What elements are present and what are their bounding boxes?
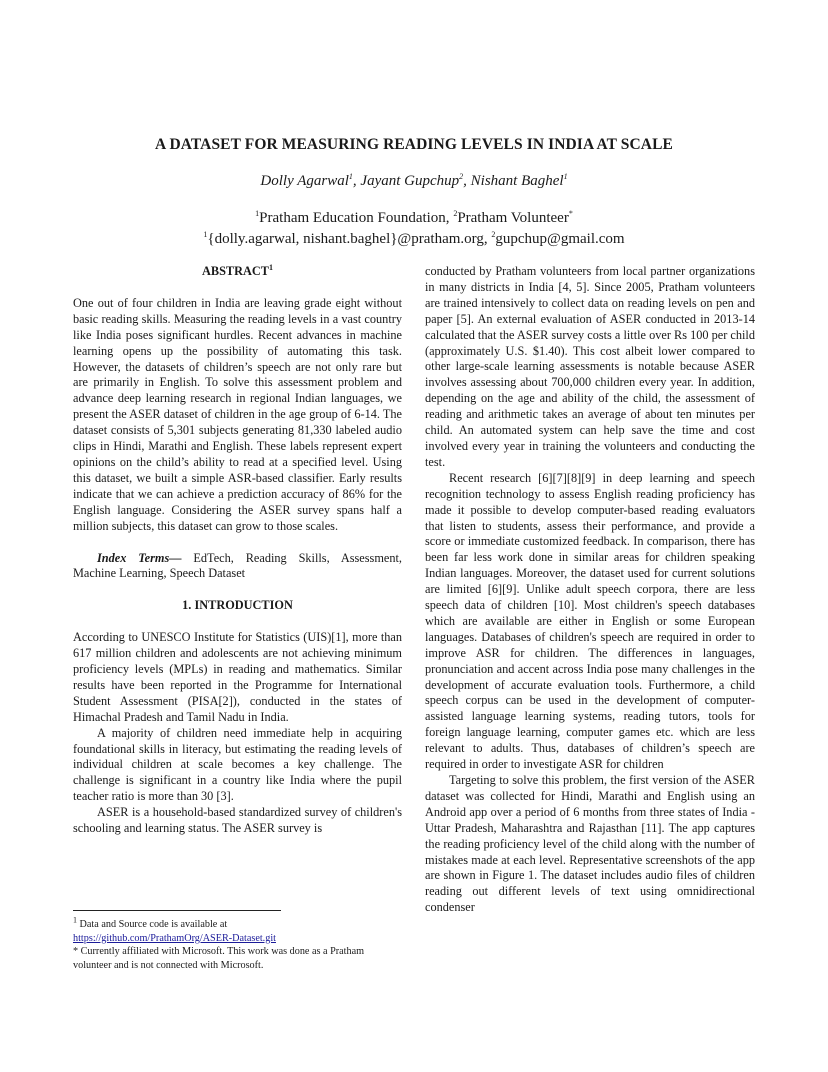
footnote	[73, 915, 402, 932]
paragraph: Recent research [6][7][8][9] in deep learning and speech recognition technology to assess English reading proficiency has made it possible to develop computer-based reading evaluators that listen to students, assess their performance, and provide a score or immediate customized feedback. In comparison, there has been far less work done in similar areas for children speaking Indian languages. Moreover, the dataset used for current solutions are limited [6][9]. Unlike adult speech corpora, there are less speech data of children [10]. Most children's speech databases which are available are either in English or some European languages. Databases of children's speech are required in order to improve ASR for children. The differences in languages, pronunciation and accent across India pose many challenges in the development of accurate evaluation tools. Furthermore, a child speech corpus can be used in the development of computer-assisted language learning systems, reading tutors, tools for foreign language learning, computer games etc. which are less relevant to adults. Thus, databases of children’s speech are required in order to investigate ASR for children	[425, 470, 755, 772]
affil-mark: 2	[453, 209, 458, 218]
affil-org: Pratham Education Foundation,	[259, 210, 454, 226]
paper-title: A DATASET FOR MEASURING READING LEVELS IN INDIA AT SCALE	[155, 136, 673, 153]
affil-mark: 1	[203, 230, 208, 239]
paragraph: A majority of children need immediate help in acquiring foundational skills in literacy, but estimating the reading levels of individual children at scale becomes a key challenge. The challenge is significant in a country like India where the pupil teacher ratio is more than 30 [3].	[73, 725, 402, 804]
author-name: Dolly Agarwal	[260, 173, 349, 189]
author-affil-mark: 1	[563, 172, 568, 181]
affil-mark: 2	[491, 230, 496, 239]
author-affil-mark: 2	[459, 172, 464, 181]
spacer	[73, 614, 402, 630]
email-text: {dolly.agarwal, nishant.baghel}@pratham.org,	[207, 231, 492, 247]
footnotes	[73, 915, 402, 972]
spacer	[73, 582, 402, 598]
section-heading: 1. INTRODUCTION	[182, 598, 293, 613]
author-list: Dolly Agarwal$^1$, Jayant Gupchup$^2$, Nishant Baghel$^1$	[260, 172, 568, 189]
email-text: gupchup@gmail.com	[495, 231, 625, 247]
spacer	[73, 535, 402, 551]
footnote-divider	[73, 910, 281, 911]
paragraph: conducted by Pratham volunteers from local partner organizations in many districts in India [4, 5]. Since 2005, Pratham volunteers are trained intensively to collect data on reading levels on pen and paper [5]. An external evaluation of ASER conducted in 2013-14 calculated that the ASER survey costs a little over Rs 100 per child (approximately U.S. $1.40). This cost albeit lower compared to other large-scale learning assessments is notable because ASER involves assessing about 700,000 children every year. In addition, depending on the age and ability of the child, the assessment of reading and arithmetic takes an average of about ten minutes per child. An automated system can help save the time and cost involved every year in training the volunteers and conducting the test.	[425, 264, 755, 469]
dataset-link[interactable]: https://github.com/PrathamOrg/ASER-Dataset.git	[73, 932, 276, 944]
affil-mark: 1	[255, 209, 260, 218]
footnote-mark: 1	[268, 262, 273, 272]
affil-mark: *	[568, 209, 573, 218]
right-column	[425, 264, 755, 916]
index-terms	[73, 551, 402, 583]
abstract-heading-text: ABSTRACT	[202, 264, 269, 278]
footnote: * Currently affiliated with Microsoft. This work was done as a Pratham volunteer and is not connected with Microsoft.	[73, 946, 365, 971]
affiliation-line	[0, 210, 828, 227]
author-name: Jayant Gupchup	[360, 173, 460, 189]
abstract-heading	[73, 264, 402, 280]
affil-org: Pratham Volunteer	[457, 210, 569, 226]
email-line	[0, 231, 828, 248]
author-affil-mark: 1	[348, 172, 353, 181]
paragraph: According to UNESCO Institute for Statistics (UIS)[1], more than 617 million children and adolescents are not achieving minimum proficiency levels (MPLs) in reading and mathematics. Similar results have been reported in the Programme for International Student Assessment (PISA[2]), conducted in the states of Himachal Pradesh and Tamil Nadu in India.	[73, 630, 402, 724]
paragraph: ASER is a household-based standardized survey of children's schooling and learning status. The ASER survey is	[73, 805, 402, 836]
index-terms-text: EdTech, Reading Skills, Assessment, Machine Learning, Speech Dataset	[73, 550, 402, 581]
footnote	[73, 932, 402, 946]
abstract-body: One out of four children in India are leaving grade eight without basic reading skills. Measuring the reading levels in a vast country like India poses significant hurdles. Recent advances in machine learning opens up the possibility of automating this task. However, the datasets of children’s speech are not only rare but are primarily in English. To solve this assessment problem and advance deep learning research in regional Indian languages, we present the ASER dataset of children in the age group of 6-14. The dataset consists of 5,301 subjects generating 81,330 labeled audio clips in Hindi, Marathi and English. These labels represent expert opinions on the child’s ability to read at a specified level. Using this dataset, we built a simple ASR-based classifier. Early results indicate that we can achieve a prediction accuracy of 86% for the English language. Considering the ASER survey spans half a million subjects, this dataset can grow to those scales.	[73, 295, 402, 533]
paragraph: Targeting to solve this problem, the first version of the ASER dataset was collected for Hindi, Marathi and English using an Android app over a period of 6 months from three states of India - Uttar Pradesh, Maharashtra and Rajasthan [11]. The app captures the reading proficiency level of the child along with the number of mistakes made at each level. Representative screenshots of the app are shown in Figure 1. The dataset includes audio files of children reading out different levels of text using omnidirectional condenser	[425, 773, 755, 915]
spacer	[73, 280, 402, 296]
index-terms-label: Index Terms—	[97, 550, 182, 565]
footnote-text: Data and Source code is available at	[77, 919, 228, 930]
footnote-mark: 1	[73, 915, 77, 925]
left-column	[73, 264, 402, 837]
author-name: Nishant Baghel	[470, 173, 564, 189]
